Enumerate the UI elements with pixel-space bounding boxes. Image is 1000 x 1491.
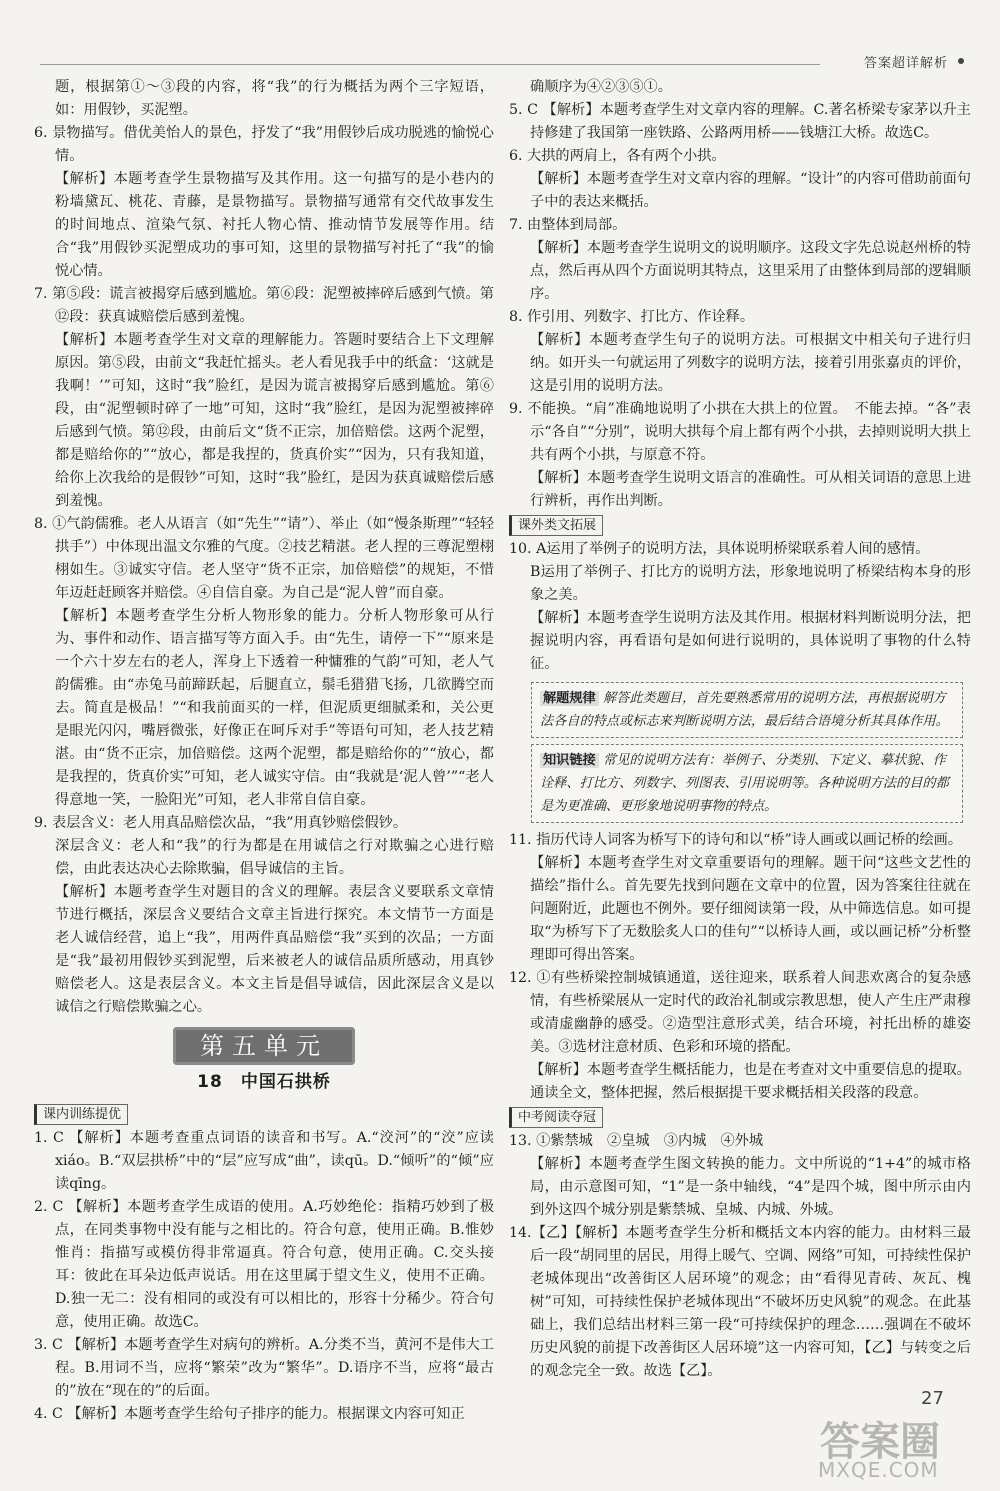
answer-q4: 4. C 【解析】本题考查学生给句子排序的能力。根据课文内容可知正: [34, 1406, 465, 1422]
analysis-6: 【解析】本题考查学生景物描写及其作用。这一句描写的是小巷内的粉墙黛瓦、桃花、青藤，是景物描写。景物描写通常有交代故事发生的时间地点、渲染气氛、衬托人物心情、推动情节发展等作用。结合“我”用假钞买泥塑成功的事可知，这里的景物描写衬托了“我”的愉悦心情。: [55, 171, 494, 279]
answer-q13: 13. ①紫禁城 ②皇城 ③内城 ④外城: [509, 1133, 764, 1149]
answer-q1: 1. C 【解析】本题考查重点词语的读音和书写。A.“洨河”的“洨”应读xiáo。B.“双层拱桥”中的“层”应写成“曲”，读qū。D.“倾听”的“倾”应读qīng。: [34, 1130, 494, 1192]
answer-9-deep: 深层含义：老人和“我”的行为都是在用诚信之行对欺骗之心进行赔偿，由此表达决心去除欺骗，倡导诚信的主旨。: [55, 838, 494, 877]
answer-q6: 6. 大拱的两肩上，各有两个小拱。: [509, 148, 726, 164]
analysis-7: 【解析】本题考查学生对文章的理解能力。答题时要结合上下文理解原因。第⑤段，由前文“我赶忙摇头。老人看见我手中的纸盒：‘这就是我啊！’”可知，这时“我”脸红，是因为谎言被揭穿后感到尴尬。第⑥段，由“泥塑顿时碎了一地”可知，这时“我”脸红，是因为泥塑被摔碎后感到气愤。第⑫段，由前后文“货不正宗，加倍赔偿。这两个泥塑，都是赔给你的”“放心，都是我捏的，货真价实”“因为，只有我知道，给你上次我给的是假钞”可知，这时“我”脸红，是因为获真诚赔偿后感到羞愧。: [55, 332, 494, 509]
analysis-q9: 【解析】本题考查学生说明文语言的准确性。可从相关词语的意思上进行辨析，再作出判断。: [530, 470, 971, 509]
analysis-q6: 【解析】本题考查学生对文章内容的理解。“设计”的内容可借助前面句子中的表达来概括。: [530, 171, 971, 210]
analysis-8: 【解析】本题考查学生分析人物形象的能力。分析人物形象可从行为、事件和动作、语言描写等方面入手。由“先生，请停一下”“原来是一个六十岁左右的老人，浑身上下透着一种慵雅的气韵”可知，老人气韵儒雅。由“赤兔马前蹄跃起，后腿直立，鬃毛猎猎飞扬，几欲腾空而去。简直是极品！”“和我前面买的一样，但泥质更细腻柔和，关公更是眼光闪闪，嘴唇微张，好像正在呵斥对手”等语句可知，老人技艺精湛。由“货不正宗，加倍赔偿。这两个泥塑，都是赔给你的”“放心，都是我捏的，货真价实”可知，老人诚实守信。由“我就是‘泥人曾’”“老人得意地一笑，一脸阳光”可知，老人非常自信自豪。: [55, 608, 494, 808]
analysis-q7: 【解析】本题考查学生说明文的说明顺序。这段文字先总说赵州桥的特点，然后再从四个方面说明其特点，这里采用了由整体到局部的逻辑顺序。: [530, 240, 971, 302]
header-rule: [40, 64, 820, 65]
answer-7: 7. 第⑤段：谎言被揭穿后感到尴尬。第⑥段：泥塑被摔碎后感到气愤。第⑫段：获真诚赔偿后感到羞愧。: [34, 286, 494, 325]
answer-q14: 14.【乙】【解析】本题考查学生分析和概括文本内容的能力。由材料三最后一段“胡同里的居民，用得上暖气、空调、网络”可知，可持续性保护老城体现出“改善街区人居环境”的观念；由“看得见青砖、灰瓦、槐树”可知，可持续性保护老城体现出“不破坏历史风貌”的观念。在此基础上，我们总结出材料三第一段“可持续保护的理念……强调在不破坏历史风貌的前提下改善街区人居环境”这一内容可知，【乙】与转变之后的观念完全一致。故选【乙】。: [509, 1225, 971, 1379]
answer-6: 6. 景物描写。借优美怡人的景色，抒发了“我”用假钞后成功脱逃的愉悦心情。: [34, 125, 494, 164]
answer-8: 8. ①气韵儒雅。老人从语言（如“先生”“请”）、举止（如“慢条斯理”“轻轻拱手”）中体现出温文尔雅的气度。②技艺精湛。老人捏的三尊泥塑栩栩如生。③诚实守信。老人坚守“货不正宗，加倍赔偿”的规矩，不惜年迈赶赶顾客并赔偿。④自信自豪。为自己是“泥人曾”而自豪。: [34, 516, 494, 601]
analysis-q11: 【解析】本题考查学生对文章重要语句的理解。题干问“这些文艺性的描绘”指什么。首先要先找到问题在文章中的位置，因为答案往往就在问题附近，此题也不例外。要仔细阅读第一段，从中筛选信息。如可提取“为桥写下了无数脍炙人口的佳句”“以桥诗人画，或以画记桥”分析整理即可得出答案。: [530, 855, 971, 963]
analysis-q10: 【解析】本题考查学生说明方法及其作用。根据材料判断说明分法，把握说明内容，再看语句是如何进行说明的，具体说明了事物的什么特征。: [530, 610, 971, 672]
answer-q10: 10. A运用了举例子的说明方法，具体说明桥梁联系着人间的感情。: [509, 541, 930, 557]
header-title: 答案超详解析: [863, 56, 948, 71]
page-header: [40, 52, 970, 72]
answer-q2: 2. C 【解析】本题考查学生成语的使用。A.巧妙绝伦：指精巧妙到了极点，在同类事物中没有能与之相比的。符合句意，使用正确。B.惟妙惟肖：指描写或模仿得非常逼真。符合句意，使用正确。C.交头接耳：彼此在耳朵边低声说话。用在这里属于望文生义，使用不正确。D.独一无二：没有相同的或没有可以相比的，形容十分稀少。符合句意，使用正确。故选C。: [34, 1199, 494, 1330]
knowledge-text: 常见的说明方法有：举例子、分类别、下定义、摹状貌、作诠释、打比方、列数字、列图表、引用说明等。各种说明方法的目的都是为更准确、更形象地说明事物的特点。: [540, 753, 949, 814]
page-number: 27: [921, 1388, 944, 1409]
lesson-title: 18 中国石拱桥: [197, 1072, 331, 1092]
tip-box: [531, 682, 963, 738]
section-label: 中考阅读夺冠: [509, 1107, 603, 1128]
watermark-logo: 答案圈: [820, 1419, 940, 1465]
answer-q3: 3. C 【解析】本题考查学生对病句的辨析。A.分类不当，黄河不是伟大工程。B.用词不当，应将“繁荣”改为“繁华”。D.语序不当，应将“最古的”放在“现在的”的后面。: [34, 1337, 494, 1399]
section-label: 课内训练提优: [34, 1104, 128, 1125]
unit-banner: 第五单元: [173, 1027, 355, 1065]
answer-q12: 12. ①有些桥梁控制城镇通道，送往迎来，联系着人间悲欢离合的复杂感情，有些桥梁展从一定时代的政治礼制或宗教思想，使人产生庄严肃穆或清虚幽静的感受。②造型注意形式美，结合环境，衬托出桥的雄姿美。③选材注意材质、色彩和环境的搭配。: [509, 970, 971, 1055]
knowledge-label: 知识链接: [540, 753, 599, 768]
analysis-q13: 【解析】本题考查学生图文转换的能力。文中所说的“1+4”的城市格局，由示意图可知，“1”是一条中轴线，“4”是四个城，图中所示由内到外这四个城分别是紫禁城、皇城、内城、外城。: [530, 1156, 971, 1218]
section-label: 课外类文拓展: [509, 515, 603, 536]
watermark-site: MXQE.COM: [818, 1458, 939, 1482]
answer-continuation: 确顺序为④②③⑤①。: [530, 79, 672, 95]
tip-text: 解答此类题目，首先要熟悉常用的说明方法，再根据说明方法各自的特点或标志来判断说明方法，最后结合语境分析其具体作用。: [540, 691, 949, 729]
answer-q8: 8. 作引用、列数字、打比方、作诠释。: [509, 309, 755, 325]
left-column: [34, 76, 494, 1426]
tip-label: 解题规律: [540, 691, 599, 706]
answer-continuation: 题，根据第①～③段的内容，将“我”的行为概括为两个三字短语，如：用假钞，买泥塑。: [55, 79, 494, 118]
answer-q7: 7. 由整体到局部。: [509, 217, 627, 233]
answer-9: 9. 表层含义：老人用真品赔偿次品，“我”用真钞赔偿假钞。: [34, 815, 408, 831]
analysis-9: 【解析】本题考查学生对题目的含义的理解。表层含义要联系文章情节进行概括，深层含义要结合文章主旨进行探究。本文情节一方面是老人诚信经营，追上“我”，用两件真品赔偿“我”买到的次品；一方面是“我”最初用假钞买到泥塑，后来被老人的诚信品质所感动，用真钞赔偿老人。这是表层含义。本文主旨是倡导诚信，因此深层含义是以诚信之行赔偿欺骗之心。: [55, 884, 494, 1015]
knowledge-box: [531, 744, 963, 823]
analysis-q8: 【解析】本题考查学生句子的说明方法。可根据文中相关句子进行归纳。如开头一句就运用了列数字的说明方法，接着引用张嘉贞的评价，这是引用的说明方法。: [530, 332, 971, 394]
answer-q10-b: B运用了举例子、打比方的说明方法，形象地说明了桥梁结构本身的形象之美。: [530, 564, 971, 603]
right-column: [509, 76, 971, 1383]
header-dot-icon: [958, 58, 964, 64]
answer-q9: 9. 不能换。“肩”准确地说明了小拱在大拱上的位置。 不能去掉。“各”表示“各自”“分别”，说明大拱每个肩上都有两个小拱，去掉则说明大拱上共有两个小拱，与原意不符。: [509, 401, 971, 463]
answer-q5: 5. C 【解析】本题考查学生对文章内容的理解。C.著名桥梁专家茅以升主持修建了我国第一座铁路、公路两用桥——钱塘江大桥。故选C。: [509, 102, 971, 141]
analysis-q12: 【解析】本题考查学生概括能力，也是在考查对文中重要信息的提取。通读全文，整体把握，然后根据提干要求概括相关段落的段意。: [530, 1062, 971, 1101]
answer-q11: 11. 指历代诗人词客为桥写下的诗句和以“桥”诗人画或以画记桥的绘画。: [509, 832, 963, 848]
